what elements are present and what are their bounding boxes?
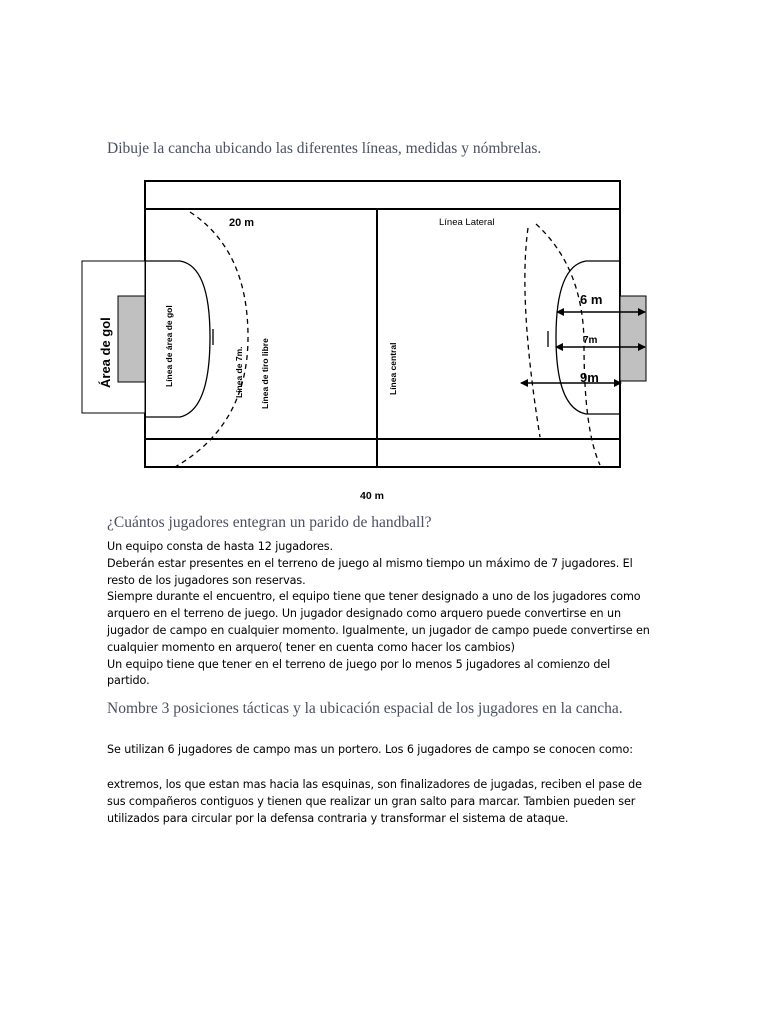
label-length: 40 m [360,490,384,502]
players-line: Deberán estar presentes en el terreno de juego al mismo tiempo un máximo de 7 jugadores. El resto de los jugadores son reservas. [107,556,633,587]
label-free-throw-line: Línea de tiro libre [260,338,270,409]
heading-draw-court: Dibuje la cancha ubicando las diferentes líneas, medidas y nómbrelas. [107,140,542,157]
label-center-line: Línea central [388,342,398,395]
label-seven-m-line: Línea de 7m. [234,346,244,398]
right-goal [620,296,646,381]
label-width: 20 m [229,217,255,229]
label-7m: 7m [583,335,598,346]
left-free-throw-line [175,212,248,467]
right-free-throw-line-outer [525,228,540,437]
players-paragraph [107,539,652,690]
positions-intro: Se utilizan 6 jugadores de campo mas un portero. Los 6 jugadores de campo se conocen como: [107,743,633,756]
label-sideline: Línea Lateral [439,217,495,228]
left-goal-area-line [145,261,210,417]
label-goal-area: Área de gol [98,317,113,388]
players-line: Un equipo consta de hasta 12 jugadores. [107,540,333,553]
label-goal-area-line: Línea de área de gol [164,305,174,387]
players-line: Siempre durante el encuentro, el equipo tiene que tener designado a uno de los jugadores como arquero en el terreno de juego. Un jugador designado como arquero puede convertirse en un jugador de campo en cualquier momento. Igualmente, un jugador de campo puede convertirse en cualquier momento en arquero( tener en cuenta como hacer los cambios) [107,590,650,654]
players-line: Un equipo tiene que tener en el terreno de juego por lo menos 5 jugadores al comienzo del partido. [107,657,611,688]
left-goal [118,296,145,382]
heading-players: ¿Cuántos jugadores entegran un parido de handball? [107,514,432,531]
court-boundary [145,181,620,467]
positions-wingers: extremos, los que estan mas hacia las esquinas, son finalizadores de jugadas, reciben el pase de sus compañeros contiguos y tienen que realizar un gran salto para marcar. Tambien pueden ser utilizados para circular por la defensa contraria y transformar el sistema de ataque. [107,778,642,825]
label-6m: 6 m [580,292,603,307]
label-9m: 9m [580,370,599,385]
heading-positions: Nombre 3 posiciones tácticas y la ubicación espacial de los jugadores en la cancha. [107,700,623,717]
